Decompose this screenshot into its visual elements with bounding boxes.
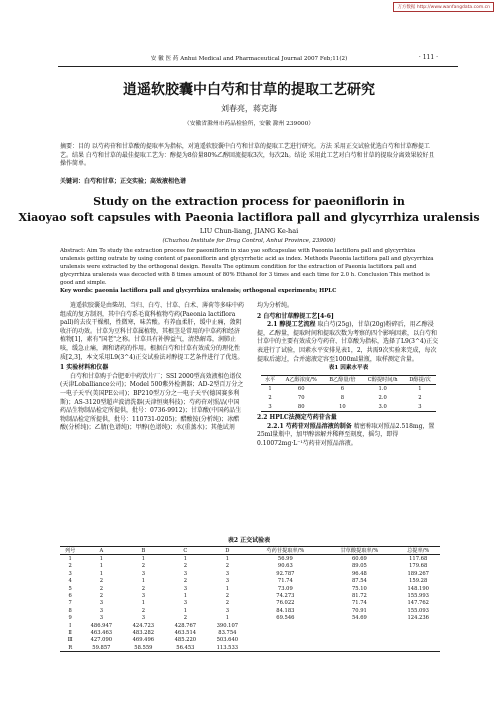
table2-cell: 59.857 xyxy=(92,644,111,651)
table2-cell: 390.107 xyxy=(216,622,239,629)
table2-header-cell: D xyxy=(225,547,230,554)
table1-cell: 2 xyxy=(268,394,272,401)
abstract-english: Abstract: Aim To study the extraction process for paeoniflorin in xiao yao softcapsulae with Paeonia lactiflora pall and glycyrrhiza uralensis getting outrate by using content of paeoniflorin and glycyrrhetic acid as index. Methods Paeonia lactiflora pall and glycyrrhiza uralensis were extracted by the orthogonal design. Results The optimum condition for the extraction of Paeonia lactiflora pall and glycyrrhiza uralensis was decocted with 8 times amount of 80% Ethanol for 3 times and each time for 2.0 h. Conclusion This method is good and simple. xyxy=(60,248,434,286)
table2-cell: 9 xyxy=(68,615,72,622)
table2-cell: 2 xyxy=(183,563,187,570)
abstract-chinese: 摘要：目的 以芍药苷和甘草酸的提取率为指标，对逍遥软胶囊中白芍和甘草的提取工艺进行研究。方法 采用正交试验优选白芍和甘草醇提工艺。结果 白芍和甘草的最佳提取工艺为：醇提为8倍量80%乙醇回流提取3次，每次2h。结论 采用此工艺对白芍和甘草的提取分离效果较好且操作简单。 xyxy=(60,143,435,168)
table2-cell: 90.63 xyxy=(277,563,293,570)
process-paragraph xyxy=(257,321,440,364)
table2-cell xyxy=(396,622,440,629)
orthogonal-test-table xyxy=(60,546,440,652)
title-chinese: 逍遥软胶囊中白芍和甘草的提取工艺研究 xyxy=(123,82,375,98)
table-row xyxy=(60,563,440,570)
table2-header-row xyxy=(60,547,440,555)
table1-cell: 1 xyxy=(418,386,422,393)
table2-cell: 503.640 xyxy=(216,637,239,644)
table2-cell: 71.74 xyxy=(277,578,293,585)
table2-cell: 2 xyxy=(141,607,145,614)
table2-cell: 3 xyxy=(141,615,145,622)
section-2-2-heading: 2.2 HPLC法测定芍药苷含量 xyxy=(257,414,337,422)
table-row xyxy=(60,607,440,614)
table2-cell xyxy=(322,629,396,636)
table2-cell: 483.282 xyxy=(132,629,155,636)
introduction-paragraph: 逍遥软胶囊是由柴胡、当归、白芍、甘草、白术、薄荷等多味中药组成的复方制剂，其中白芍系毛茛科植物芍药(Paeonia lactiflora pall)的去皮干燥根，性微寒，味苦酸。有养血柔肝，缓中止痛，敛阴收汗的功效。甘草为豆科甘草属植物，其根茎是常用的中草药和经济植物[1]，素有"国老"之称。甘草具有补脾益气，清热解毒，润肺止咳，缓急止痛，调和诸药的作用。根据白芍和甘草有效成分的理化性质[2,3]，本文采用L9(3^4)正交试验法对醇提工艺条件进行了优选。 xyxy=(60,302,245,361)
table2-cell: 69.546 xyxy=(276,615,295,622)
table2-cell: 70.91 xyxy=(351,607,367,614)
table2-cell: 1 xyxy=(225,615,229,622)
table2-cell: 73.09 xyxy=(277,585,293,592)
table2-caption: 表2 正交试验表 xyxy=(227,537,271,544)
table2-cell: 469.496 xyxy=(132,637,155,644)
table2-cell xyxy=(322,622,396,629)
affiliation-english: (Chuzhou Institute for Drug Control, Anhui Province, 239000) xyxy=(162,238,336,244)
table1-cell: 70 xyxy=(297,394,305,401)
table-row xyxy=(60,555,440,563)
table-row xyxy=(60,578,440,585)
process-text: 取白芍(25g)，甘草(20g)粉碎后，用乙醇浸提，乙醇量，提取时间和提取次数为考察的四个影响因素，以白芍和甘草中的主要有效成分芍药苷、甘草酸为指标，选择了L9(3^4)正交表进行了试验，因素水平安排见表1，2，共需9次实验来完成，每次提取后滤过，合并滤液定容至1000ml量瓶，取样测定含量。 xyxy=(257,321,439,363)
table2-cell: 2 xyxy=(225,600,229,607)
table-row xyxy=(60,644,440,652)
table2-cell xyxy=(322,644,396,652)
title-english xyxy=(0,194,498,226)
authors-chinese: 刘春亮，蒋克海 xyxy=(221,104,277,113)
table-row xyxy=(60,592,440,599)
table2-cell: 96.48 xyxy=(351,570,367,577)
table2-cell: 3 xyxy=(99,615,103,622)
table-row xyxy=(60,570,440,577)
table2-cell: 58.559 xyxy=(134,644,153,651)
table-row xyxy=(60,629,440,636)
table2-cell: 159.28 xyxy=(409,578,428,585)
table-row xyxy=(60,615,440,622)
authors-english: LIU Chun-liang, JIANG Ke-hai xyxy=(199,227,299,235)
table1-cell: 3 xyxy=(418,403,422,410)
table2-cell: 5 xyxy=(68,585,72,592)
table2-cell: 428.767 xyxy=(174,622,197,629)
table2-cell: 1 xyxy=(141,600,145,607)
page-number: · 111 · xyxy=(418,54,438,61)
table2-cell: Ⅰ xyxy=(69,622,72,629)
standard-prep-text: 精密称取对照品2.518mg，置25ml量瓶中，加甲醇溶解并稀释至刻度，摇匀，即得0.10072mg·L⁻¹芍药苷对照品溶液。 xyxy=(257,422,435,447)
table2-cell: 3 xyxy=(225,578,229,585)
section-2-heading: 2 白芍和甘草醇提工艺[4-6] xyxy=(257,312,334,320)
table2-cell: 83.754 xyxy=(218,629,237,636)
table2-cell: 2 xyxy=(183,615,187,622)
table2-cell: 2 xyxy=(68,563,72,570)
table2-cell: 113.533 xyxy=(216,644,239,651)
table2-cell: 179.68 xyxy=(409,563,428,570)
table2-cell xyxy=(396,637,440,644)
table2-cell: 56.99 xyxy=(277,556,293,563)
table1-header-cell: B乙醇量/倍 xyxy=(329,376,356,383)
factor-level-table xyxy=(261,375,436,412)
table2-cell: 486.947 xyxy=(90,622,113,629)
title-english-line1: Study on the extraction process for paeoniflorin in xyxy=(93,195,405,208)
table2-header-cell: 总提率/% xyxy=(407,548,430,555)
table2-cell: 1 xyxy=(183,607,187,614)
table2-cell: 54.69 xyxy=(351,615,367,622)
table2-cell: 424.723 xyxy=(132,622,155,629)
table2-cell: 1 xyxy=(99,563,103,570)
table-row xyxy=(60,585,440,592)
table2-cell: 155.993 xyxy=(407,593,429,600)
table2-cell: 124.236 xyxy=(407,615,429,622)
table2-cell: 4 xyxy=(68,578,72,585)
table2-cell: Ⅲ xyxy=(67,637,73,644)
table2-cell: 1 xyxy=(225,585,229,592)
table2-cell: 75.10 xyxy=(351,585,367,592)
table-row xyxy=(261,385,436,394)
table1-header-cell: A乙醇浓度/% xyxy=(285,376,317,383)
table2-cell: 2 xyxy=(141,585,145,592)
table-row xyxy=(60,600,440,607)
keywords-english: Key words: paeonia lactiflora pall and glycyrrhiza uralensis; orthogonal experiments; HPLC xyxy=(60,288,337,294)
table1-cell: 80 xyxy=(297,403,305,410)
table1-header-cell: C醇提时间/h xyxy=(367,376,398,383)
table2-cell: 463.463 xyxy=(90,629,113,636)
table2-cell: 1 xyxy=(141,556,145,563)
table2-cell: 463.514 xyxy=(174,629,197,636)
table2-cell: 3 xyxy=(183,600,187,607)
table2-cell: 7 xyxy=(68,600,72,607)
table2-cell: 2 xyxy=(141,563,145,570)
table2-cell: 485.220 xyxy=(174,637,197,644)
table1-cell: 2 xyxy=(418,394,422,401)
table2-cell: 3 xyxy=(141,570,145,577)
table2-cell: Ⅱ xyxy=(68,629,72,636)
table2-cell: 87.54 xyxy=(351,578,367,585)
table2-cell: 3 xyxy=(225,607,229,614)
table2-cell: 84.183 xyxy=(276,607,295,614)
table2-cell: 76.022 xyxy=(276,600,295,607)
table2-cell: 1 xyxy=(68,556,72,563)
table2-cell: 2 xyxy=(225,563,229,570)
table1-cell: 6 xyxy=(340,386,345,393)
right-column xyxy=(257,302,440,449)
table1-cell: 1.0 xyxy=(378,386,387,393)
table2-cell: 3 xyxy=(68,570,72,577)
table2-cell xyxy=(396,629,440,636)
table2-cell: 117.68 xyxy=(409,556,428,563)
table2-cell: 148.190 xyxy=(407,585,429,592)
table2-cell: 3 xyxy=(183,585,187,592)
table2-cell: 1 xyxy=(183,593,187,600)
table2-cell: 1 xyxy=(183,556,187,563)
table2-cell: 3 xyxy=(183,570,187,577)
table2-header-cell: C xyxy=(183,547,188,554)
table1-header-cell: 水平 xyxy=(264,376,276,383)
header-rule xyxy=(58,66,458,67)
table1-cell: 3.0 xyxy=(378,403,387,410)
table2-header-cell: B xyxy=(141,547,146,554)
instruments-paragraph: 白芍和甘草购于合肥亚中药饮片厂；SSI 2000型高效液相色谱仪(天津Loballiance公司)；Model 500紫外检测器；AD-2型百万分之一电子天平(美国PE公司)；BP210型万分之一电子天平(德国赛多利斯)；AS-3120型超声波清洗器(天津恒奥科技)；芍药苷对照品(中国药品生物制品检定所提供，批号：0736-9912)；甘草酸(中国药品生物制品检定所提供，批号：110731-0205)；醋酸铵(分析纯)；冰醋酸(分析纯)；乙腈(色谱纯)；甲醇(色谱纯)；水(重蒸水)；其他试剂 xyxy=(60,372,244,432)
section-2-2-1-heading: 2.2.1 芍药苷对照品溶液的制备 xyxy=(267,422,352,430)
table2-cell xyxy=(248,637,322,644)
table2-cell xyxy=(248,629,322,636)
running-header: 安 徽 医 药 Anhui Medical and Pharmaceutical Journal 2007 Feb;11(2) xyxy=(150,56,348,62)
table2-cell: 71.74 xyxy=(351,600,367,607)
table2-header-cell: 芍药苷提取率/% xyxy=(266,548,305,555)
table2-cell: 1 xyxy=(99,556,103,563)
table2-cell xyxy=(248,644,322,652)
section-2-1-heading: 2.1 醇提工艺流程 xyxy=(267,321,316,329)
table2-cell: 81.72 xyxy=(351,593,367,600)
table-row xyxy=(60,637,440,644)
table1-cell: 60 xyxy=(297,386,305,393)
table2-cell: 1 xyxy=(141,578,145,585)
table2-cell: 3 xyxy=(141,593,145,600)
table-row xyxy=(261,403,436,412)
database-stamp: 万方数据 http://www.wanfangdata.com.cn xyxy=(393,2,494,12)
table2-cell: 3 xyxy=(99,607,103,614)
table2-cell: 56.453 xyxy=(176,644,195,651)
table2-cell: 74.273 xyxy=(276,593,295,600)
standard-prep-paragraph xyxy=(257,423,440,449)
table2-cell: 6 xyxy=(68,593,72,600)
table-row xyxy=(60,622,440,629)
left-column xyxy=(60,302,245,433)
table2-cell: 189.267 xyxy=(407,570,429,577)
table2-cell: 8 xyxy=(68,607,72,614)
table1-cell: 10 xyxy=(339,403,346,410)
table2-header-cell: 甘草酸提取率/% xyxy=(340,548,379,555)
table1-cell: 3 xyxy=(268,403,272,410)
table2-cell xyxy=(248,622,322,629)
table2-cell: 2 xyxy=(99,578,103,585)
section-1-heading: 1 实验材料和仪器 xyxy=(60,364,109,372)
table2-cell: R xyxy=(68,644,73,651)
table-row xyxy=(261,394,436,403)
table2-cell: 3 xyxy=(225,570,229,577)
table2-cell: 2 xyxy=(183,578,187,585)
table1-cell: 1 xyxy=(268,386,272,393)
table1-caption: 表1 因素水平表 xyxy=(328,365,369,372)
table2-cell: 60.69 xyxy=(351,556,367,563)
table2-cell: 89.05 xyxy=(351,563,367,570)
table2-cell: 3 xyxy=(99,600,103,607)
title-english-line2: Xiaoyao soft capsules with Paeonia lactiflora pall and glycyrrhiza uralensis xyxy=(18,211,480,224)
table1-header-row xyxy=(261,375,436,385)
table1-cell: 8 xyxy=(340,394,345,401)
table2-cell xyxy=(322,637,396,644)
table2-cell xyxy=(396,644,440,652)
table2-cell: 147.762 xyxy=(407,600,429,607)
affiliation-chinese: （安徽省滁州市药品检验所，安徽 滁州 239000） xyxy=(183,121,315,127)
table1-header-cell: D醇提/次 xyxy=(409,376,431,383)
table2-header-cell: 列号 xyxy=(64,548,76,555)
table2-cell: 2 xyxy=(225,593,229,600)
table2-cell: 2 xyxy=(99,593,103,600)
keywords-chinese: 关键词：白芍和甘草；正交实验；高效液相色谱 xyxy=(60,178,187,185)
table1-cell: 2.0 xyxy=(378,394,387,401)
table2-cell: 1 xyxy=(225,556,229,563)
table2-cell: 92.787 xyxy=(276,570,295,577)
table2-cell: 427.090 xyxy=(90,637,113,644)
table2-cell: 1 xyxy=(99,570,103,577)
continued-text: 均为分析纯。 xyxy=(257,302,294,309)
table2-cell: 2 xyxy=(99,585,103,592)
table2-header-cell: A xyxy=(99,547,104,554)
table2-cell: 155.093 xyxy=(407,607,429,614)
